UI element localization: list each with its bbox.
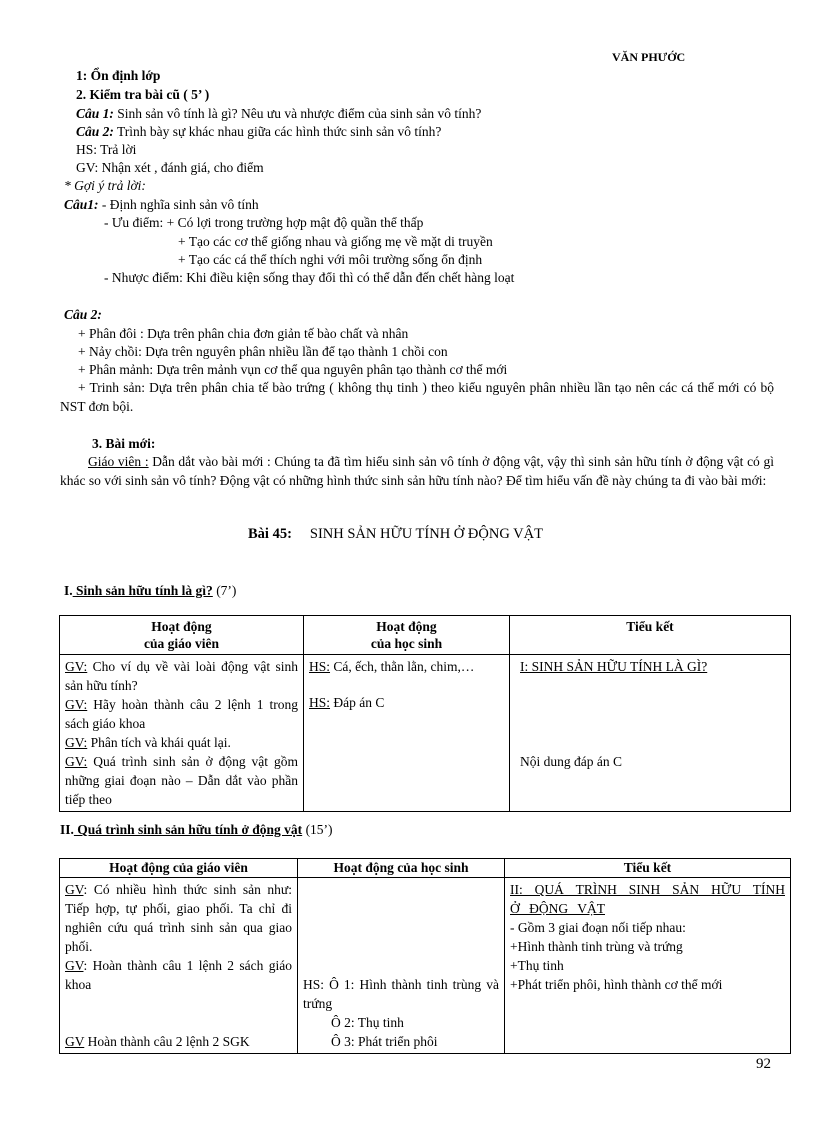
header-author: VĂN PHƯỚC	[612, 50, 686, 64]
section-3-heading: 3. Bài mới:	[92, 436, 156, 451]
table-2-gv-3-label: GV	[65, 1034, 85, 1049]
table-1-hs-1-text: Cá, ếch, thằn lằn, chim,…	[330, 659, 475, 674]
part-1-number: I.	[64, 583, 73, 598]
table-1-gv-2-text: Hãy hoàn thành câu 2 lệnh 1 trong sách giáo khoa	[65, 697, 298, 731]
answer-1-def-text: - Định nghĩa sinh sản vô tính	[98, 197, 259, 212]
table-1-summary-title: I: SINH SẢN HỮU TÍNH LÀ GÌ?	[520, 659, 708, 674]
answer-2-label: Câu 2:	[64, 307, 102, 322]
page-number: 92	[756, 1056, 771, 1072]
table-1-gv-1-text: Cho ví dụ về vài loài động vật sinh sản hữu tính?	[65, 659, 298, 693]
table-1-summary-content: Nội dung đáp án C	[520, 754, 622, 769]
part-1-title: Sinh sản hữu tính là gì?	[72, 583, 213, 598]
table-2-student-cell	[298, 878, 505, 1054]
table-1-gv-3-label: GV:	[65, 735, 88, 750]
lesson-number: Bài 45:	[248, 526, 292, 542]
table-1-header-teacher-line1: Hoạt động	[151, 619, 212, 634]
lesson-title-text: SINH SẢN HỮU TÍNH Ở ĐỘNG VẬT	[309, 526, 543, 542]
table-2-gv-1-text: : Có nhiều hình thức sinh sản như: Tiếp hợp, tự phối, giao phối. Ta chỉ đi nghiên cứu quá trình sinh sản qua giao phối.	[65, 882, 292, 954]
table-1-teacher-cell	[60, 655, 304, 812]
table-2-header-summary: Tiểu kết	[505, 859, 791, 878]
table-2-hs-3: Ô 3: Phát triển phôi	[331, 1034, 438, 1049]
part-2-heading	[60, 820, 333, 839]
question-1	[76, 104, 481, 123]
table-2-summary-2: +Hình thành tinh trùng và trứng	[510, 939, 683, 954]
table-2-gv-1	[65, 880, 292, 956]
table-1-gv-2-label: GV:	[65, 697, 88, 712]
table-1-hs-2-text: Đáp án C	[330, 695, 385, 710]
table-1-gv-4-text: Quá trình sinh sản ở động vật gồm những giai đoạn nào – Dẫn dắt vào phần tiếp theo	[65, 754, 298, 807]
lesson-title	[248, 525, 543, 544]
table-1-gv-4-label: GV:	[65, 754, 88, 769]
table-1-gv-3-text: Phân tích và khái quát lại.	[87, 735, 231, 750]
answer-1-def	[64, 195, 259, 214]
table-1-gv-1-label: GV:	[65, 659, 88, 674]
part-2-number: II.	[60, 822, 74, 837]
table-1-header-student	[304, 616, 510, 655]
section-1-heading: 1: Ổn định lớp	[76, 68, 161, 83]
answer-2-item-1: + Phân đôi : Dựa trên phân chia đơn giản tế bào chất và nhân	[78, 326, 409, 341]
answer-hint: * Gợi ý trả lời:	[64, 178, 146, 193]
hs-line: HS: Trả lời	[76, 142, 137, 157]
table-2-summary-cell	[505, 878, 791, 1054]
table-activity-1	[59, 615, 791, 812]
table-2-header-teacher: Hoạt động của giáo viên	[60, 859, 298, 878]
table-2-gv-2-label: GV	[65, 958, 84, 973]
table-2-gv-2	[65, 956, 292, 994]
answer-1-disadv: - Nhược điểm: Khi điều kiện sống thay đổi thì có thể dẫn đến chết hàng loạt	[104, 270, 515, 285]
question-1-label: Câu 1:	[76, 106, 114, 121]
table-2-gv-3	[65, 1032, 292, 1051]
table-1-gv-4	[65, 752, 298, 809]
table-2-teacher-cell	[60, 878, 298, 1054]
table-1-header-summary: Tiểu kết	[510, 616, 791, 655]
part-2-time: (15’)	[302, 822, 333, 837]
part-1-time: (7’)	[212, 583, 237, 598]
table-1-hs-2	[309, 693, 504, 712]
table-1-hs-1-label: HS:	[309, 659, 331, 674]
table-1-hs-2-label: HS:	[309, 695, 331, 710]
question-2-label: Câu 2:	[76, 124, 114, 139]
part-2-title: Quá trình sinh sản hữu tính ở động vật	[73, 822, 303, 837]
table-activity-2	[59, 858, 791, 1054]
intro-text: Dẫn dắt vào bài mới : Chúng ta đã tìm hiểu sinh sản vô tính ở động vật, vậy thì sinh sản hữu tính ở động vật có gì khác so với sinh sản vô tính? Động vật có những hình thức sinh sản hữu tính nào? Để tìm hiểu vấn đề này chúng ta đi vào bài mới:	[60, 454, 774, 488]
table-2-hs-2: Ô 2: Thụ tinh	[331, 1015, 404, 1030]
table-1-summary-cell	[510, 655, 791, 812]
table-2-summary-title: II: QUÁ TRÌNH SINH SẢN HỮU TÍNH Ở ĐỘNG VẬT	[510, 882, 785, 916]
table-1-header-teacher	[60, 616, 304, 655]
answer-1-adv-2: + Tạo các cơ thể giống nhau và giống mẹ về mặt di truyền	[178, 234, 493, 249]
part-1-heading	[64, 581, 236, 600]
answer-1-label: Câu1:	[64, 197, 99, 212]
table-2-gv-2-text: : Hoàn thành câu 1 lệnh 2 sách giáo khoa	[65, 958, 292, 992]
question-1-text: Sinh sản vô tính là gì? Nêu ưu và nhược điểm của sinh sản vô tính?	[113, 106, 482, 121]
gv-line: GV: Nhận xét , đánh giá, cho điểm	[76, 160, 264, 175]
intro-paragraph	[60, 452, 774, 490]
answer-2-item-4: + Trinh sản: Dựa trên phân chia tế bào trứng ( không thụ tinh ) theo kiểu nguyên phân nhiều lần tạo nên các cá thể mới có bộ NST đơn bội.	[60, 380, 774, 414]
answer-2-item-3: + Phân mảnh: Dựa trên mảnh vụn cơ thể qua nguyên phân tạo thành cơ thể mới	[78, 362, 508, 377]
table-2-hs-1: HS: Ô 1: Hình thành tinh trùng và trứng	[303, 977, 499, 1011]
table-2-header-student: Hoạt động của học sinh	[298, 859, 505, 878]
intro-label: Giáo viên :	[88, 454, 149, 469]
table-1-gv-1	[65, 657, 298, 695]
question-2	[76, 122, 441, 141]
table-2-summary-1: - Gồm 3 giai đoạn nối tiếp nhau:	[510, 920, 686, 935]
table-1-gv-2	[65, 695, 298, 733]
section-2-heading: 2. Kiểm tra bài cũ ( 5’ )	[76, 87, 210, 102]
answer-1-adv: - Ưu điểm: + Có lợi trong trường hợp mật độ quần thể thấp	[104, 215, 424, 230]
table-1-header-teacher-line2: của giáo viên	[143, 636, 219, 651]
table-1-header-student-line1: Hoạt động	[376, 619, 437, 634]
table-1-student-cell	[304, 655, 510, 812]
answer-2-item-2: + Nảy chồi: Dựa trên nguyên phân nhiều lần để tạo thành 1 chồi con	[78, 344, 448, 359]
table-2-gv-3-text: Hoàn thành câu 2 lệnh 2 SGK	[84, 1034, 250, 1049]
table-2-gv-1-label: GV	[65, 882, 84, 897]
answer-1-adv-3: + Tạo các cá thể thích nghi với môi trường sống ổn định	[178, 252, 483, 267]
table-1-header-student-line2: của học sinh	[370, 636, 443, 651]
question-2-text: Trình bày sự khác nhau giữa các hình thức sinh sản vô tính?	[113, 124, 442, 139]
table-1-gv-3	[65, 733, 298, 752]
table-2-summary-3: +Thụ tinh	[510, 958, 564, 973]
table-2-summary-4: +Phát triển phôi, hình thành cơ thể mới	[510, 977, 723, 992]
table-1-hs-1	[309, 657, 504, 676]
